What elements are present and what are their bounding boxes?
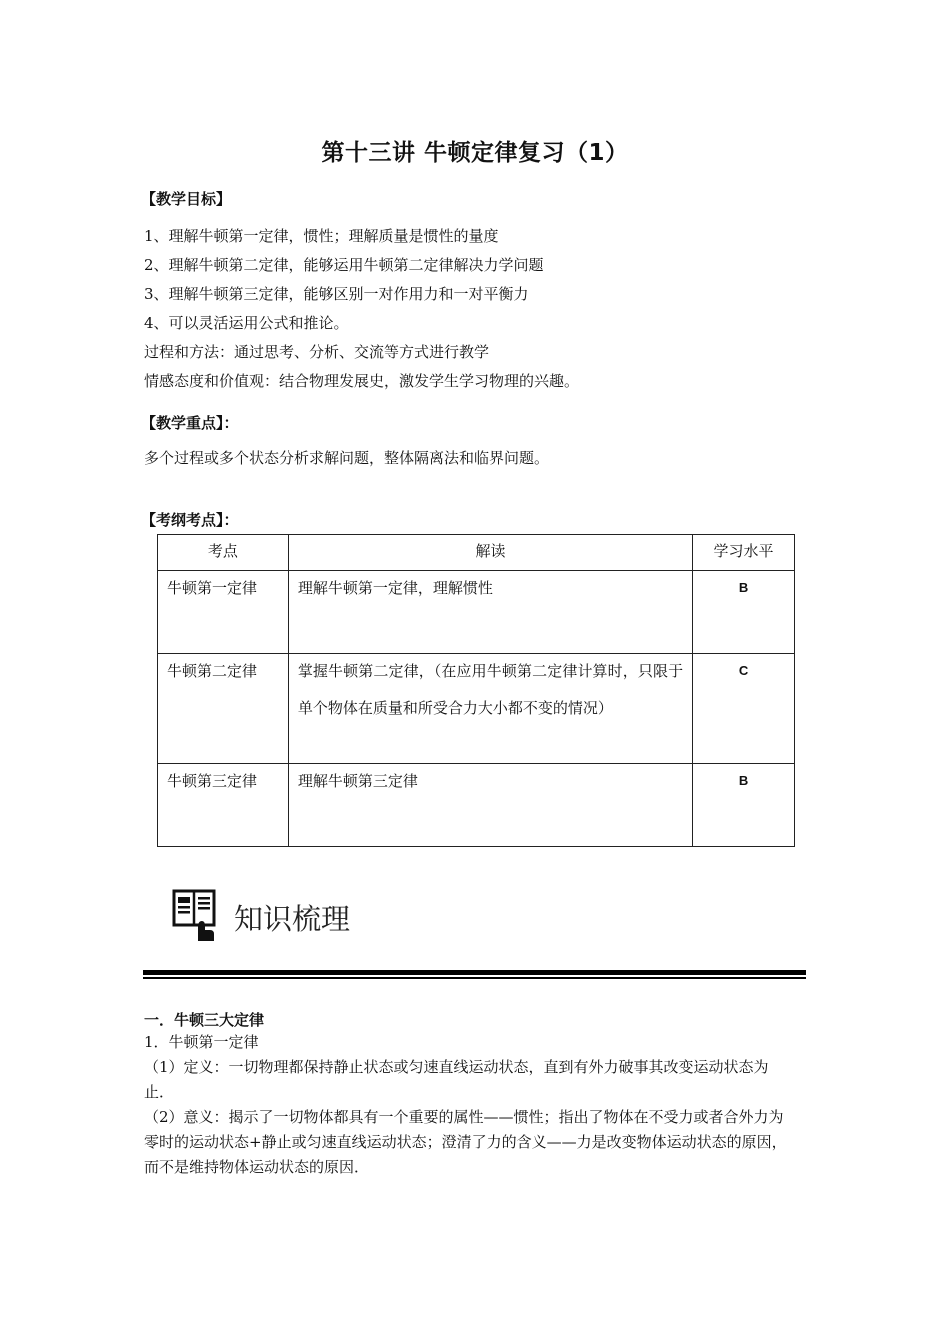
table-header-row [158, 535, 795, 571]
key-points-heading: 【教学重点】： [141, 414, 239, 432]
interpretation-cell [288, 654, 692, 764]
interpretation-cell: 理解牛顿第三定律 [288, 764, 692, 847]
interpretation-cell: 理解牛顿第一定律，理解惯性 [288, 571, 692, 654]
column-header: 考点 [158, 535, 289, 571]
level-cell: B [693, 571, 795, 654]
table-row [158, 764, 795, 847]
table-row [158, 571, 795, 654]
column-header: 解读 [288, 535, 692, 571]
syllabus-heading: 【考纲考点】： [141, 511, 239, 529]
section-divider-thin [143, 977, 806, 979]
knowledge-title: 知识梳理 [234, 902, 351, 936]
page-title: 第十三讲 牛顿定律复习（1） [321, 140, 629, 166]
key-points-text: 多个过程或多个状态分析求解问题，整体隔离法和临界问题。 [144, 449, 550, 467]
attitude-values: 情感态度和价值观：结合物理发展史，激发学生学习物理的兴趣。 [144, 372, 580, 390]
objective-item: 1、理解牛顿第一定律，惯性；理解质量是惯性的量度 [144, 227, 499, 245]
level-cell: B [693, 764, 795, 847]
reading-hand-icon [172, 889, 218, 947]
syllabus-table [157, 534, 795, 847]
definition-paragraph: （1）定义：一切物理都保持静止状态或匀速直线运动状态，直到有外力破事其改变运动状态为止． [144, 1058, 769, 1101]
column-header: 学习水平 [693, 535, 795, 571]
process-method: 过程和方法：通过思考、分析、交流等方式进行教学 [144, 343, 490, 361]
point-cell: 牛顿第一定律 [158, 571, 289, 654]
section-heading: 一．牛顿三大定律 [144, 1011, 265, 1029]
table-row [158, 654, 795, 764]
point-cell: 牛顿第三定律 [158, 764, 289, 847]
objectives-heading: 【教学目标】 [141, 190, 232, 208]
section-divider [143, 970, 806, 975]
objective-item: 4、可以灵活运用公式和推论。 [144, 314, 349, 332]
interpretation-text: 掌握牛顿第二定律，（在应用牛顿第二定律计算时，只限于单个物体在质量和所受合力大小都不变的情况） [297, 662, 684, 717]
objective-item: 3、理解牛顿第三定律，能够区别一对作用力和一对平衡力 [144, 285, 529, 303]
meaning-paragraph: （2）意义：揭示了一切物体都具有一个重要的属性——惯性；指出了物体在不受力或者合外力为零时的运动状态+静止或匀速直线运动状态；澄清了力的含义——力是改变物体运动状态的原因，而不是维持物体运动状态的原因． [144, 1108, 787, 1176]
objective-item: 2、理解牛顿第二定律，能够运用牛顿第二定律解决力学问题 [144, 256, 544, 274]
point-cell: 牛顿第二定律 [158, 654, 289, 764]
level-cell: C [693, 654, 795, 764]
subsection-heading: 1．牛顿第一定律 [144, 1033, 259, 1051]
